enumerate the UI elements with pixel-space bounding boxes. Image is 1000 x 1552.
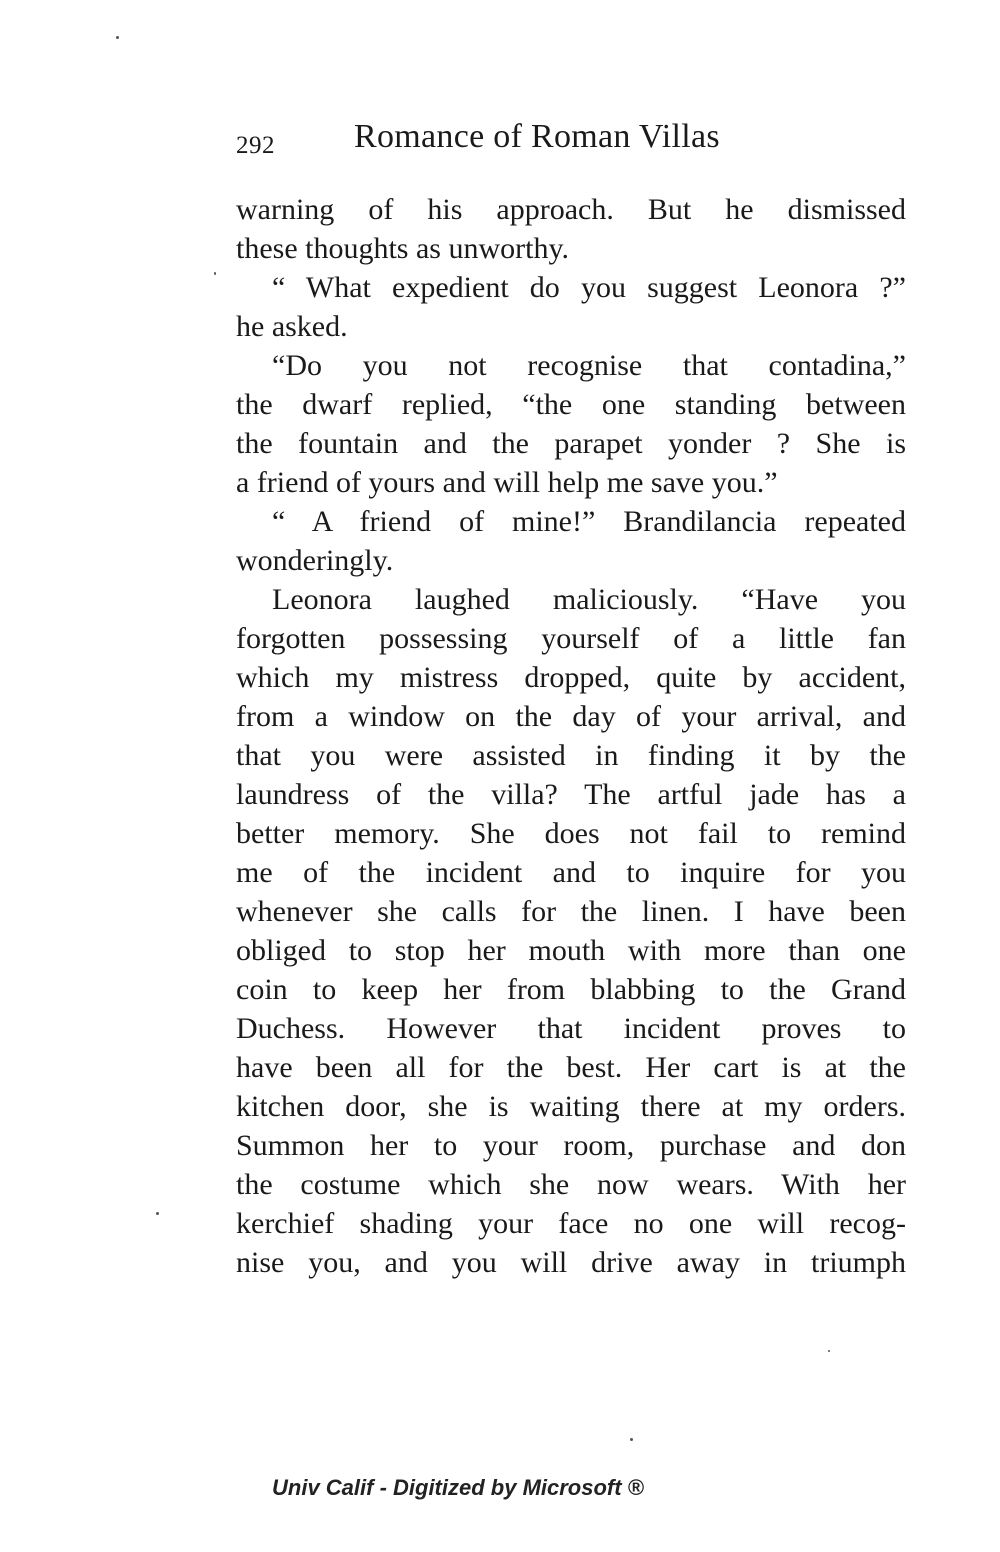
text-line: the costume which she now wears. With her <box>236 1168 906 1201</box>
text-line: “Do you not recognise that contadina,” <box>272 349 906 382</box>
scan-speck <box>214 272 216 275</box>
text-line: which my mistress dropped, quite by accident, <box>236 661 906 694</box>
text-line: warning of his approach. But he dismissed <box>236 193 906 226</box>
text-line: coin to keep her from blabbing to the Grand <box>236 973 906 1006</box>
text-line: Summon her to your room, purchase and don <box>236 1129 906 1162</box>
text-line: “ A friend of mine!” Brandilancia repeated <box>272 505 906 538</box>
text-line: the fountain and the parapet yonder ? She is <box>236 427 906 460</box>
text-line: “ What expedient do you suggest Leonora ?” <box>272 271 906 304</box>
page-number: 292 <box>236 132 275 159</box>
scan-speck <box>156 1212 159 1215</box>
text-line: that you were assisted in finding it by the <box>236 739 906 772</box>
running-head <box>236 118 906 168</box>
body-text <box>236 190 906 1282</box>
text-line: from a window on the day of your arrival, and <box>236 700 906 733</box>
text-line: these thoughts as unworthy. <box>236 232 570 265</box>
text-line: me of the incident and to inquire for you <box>236 856 906 889</box>
text-line: Leonora laughed maliciously. “Have you <box>272 583 906 616</box>
text-line: the dwarf replied, “the one standing between <box>236 388 906 421</box>
text-line: have been all for the best. Her cart is at the <box>236 1051 906 1084</box>
text-line: laundress of the villa? The artful jade has a <box>236 778 906 811</box>
text-line: whenever she calls for the linen. I have been <box>236 895 906 928</box>
scan-speck <box>630 1438 633 1441</box>
text-line: a friend of yours and will help me save you.” <box>236 466 778 499</box>
digitization-footer: Univ Calif - Digitized by Microsoft ® <box>272 1475 644 1500</box>
text-line: forgotten possessing yourself of a little fan <box>236 622 906 655</box>
scan-speck <box>116 36 119 39</box>
text-line: he asked. <box>236 310 348 343</box>
text-line: wonderingly. <box>236 544 394 577</box>
text-line: kerchief shading your face no one will recog- <box>236 1207 906 1240</box>
text-line: nise you, and you will drive away in triumph <box>236 1246 906 1279</box>
text-line: kitchen door, she is waiting there at my orders. <box>236 1090 906 1123</box>
text-line: obliged to stop her mouth with more than one <box>236 934 906 967</box>
scan-speck <box>828 1350 830 1352</box>
text-line: Duchess. However that incident proves to <box>236 1012 906 1045</box>
text-line: better memory. She does not fail to remind <box>236 817 906 850</box>
running-title: Romance of Roman Villas <box>354 118 720 155</box>
